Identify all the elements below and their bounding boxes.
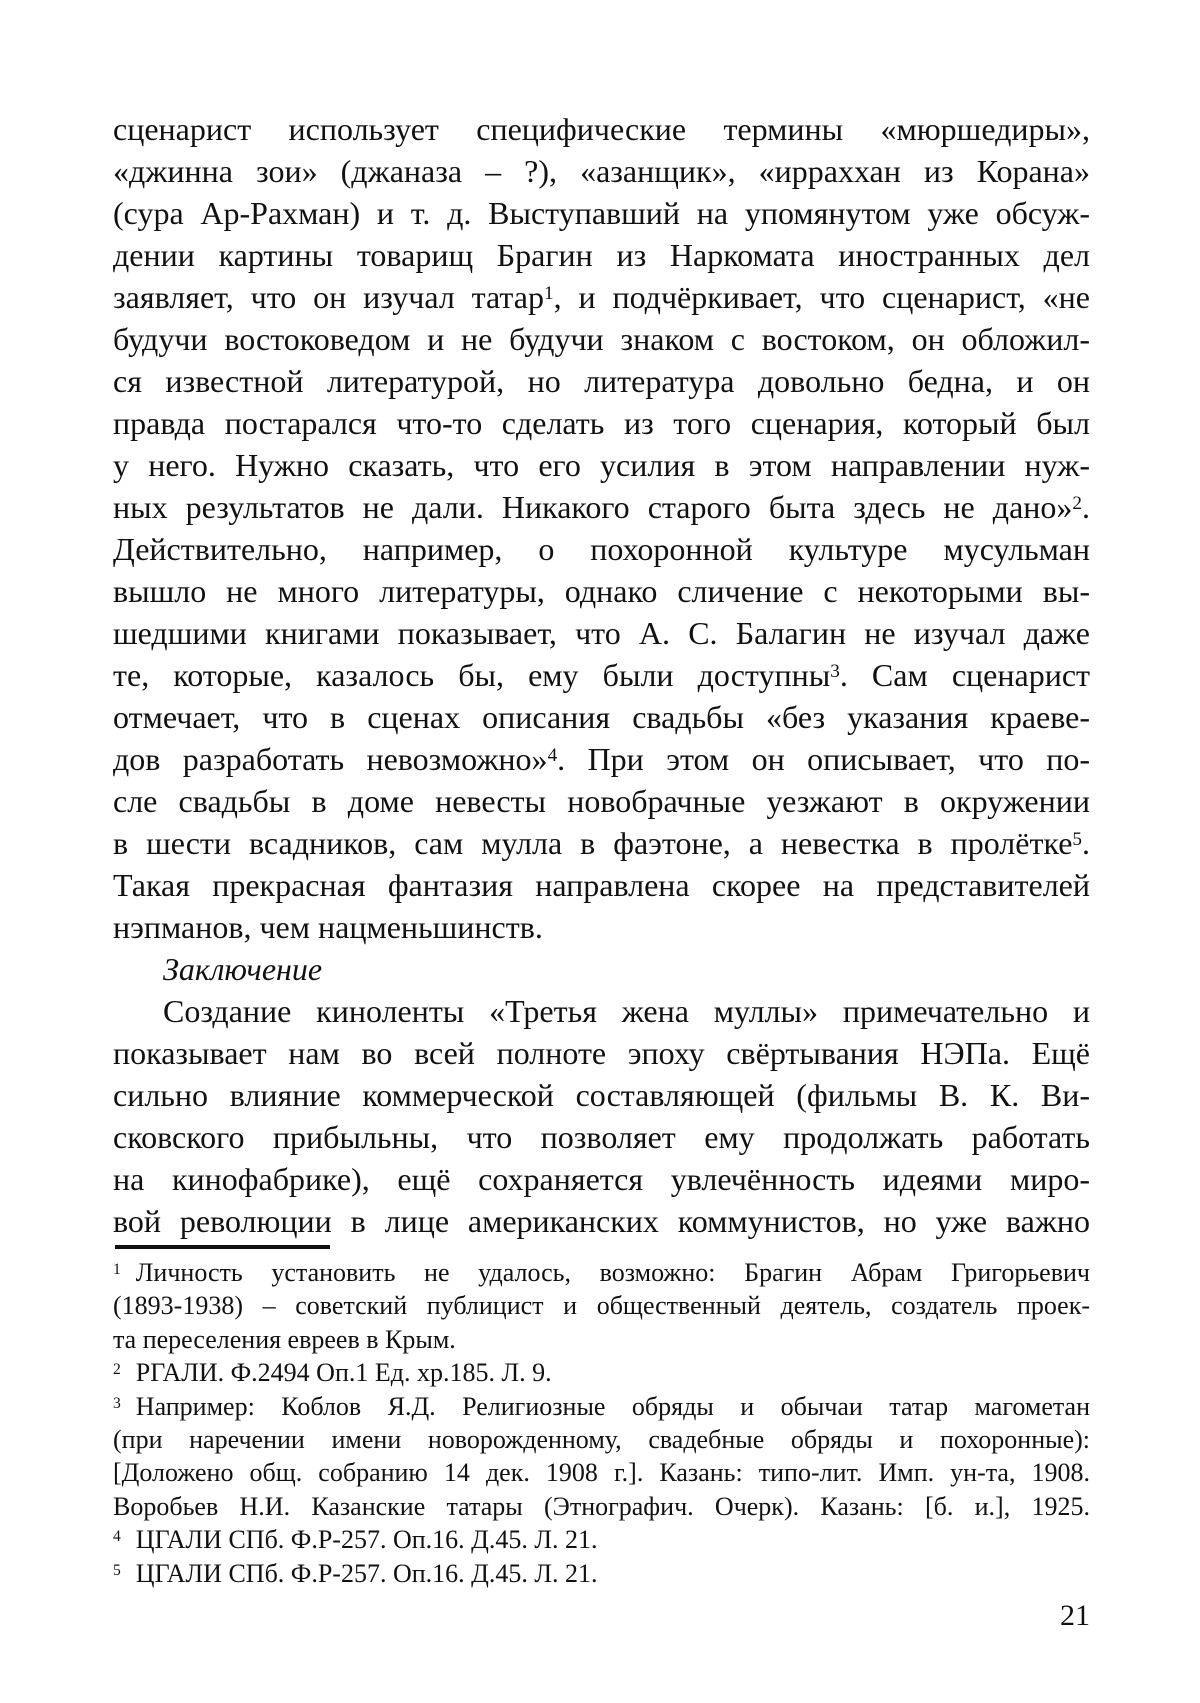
footnote-item — [113, 1256, 1090, 1356]
text-line: [Доложено общ. собранию 14 дек. 1908 г.]. Казань: типо-лит. Имп. ун-та, 1908. — [113, 1458, 1090, 1488]
text-line: $^5$ ЦГАЛИ СПб. Ф.Р-257. Оп.16. Д.45. Л. 21. — [113, 1558, 598, 1588]
text-line: те, которые, казалось бы, ему были доступны$^3$. Сам сценарист — [113, 657, 1091, 693]
paragraph — [113, 948, 1090, 990]
text-line: вышло не много литературы, однако сличение с некоторыми вы- — [113, 573, 1090, 609]
footnote-item — [113, 1390, 1090, 1524]
text-line: шедшими книгами показывает, что А. С. Балагин не изучал даже — [113, 615, 1090, 651]
text-line: дении картины товарищ Брагин из Наркомата иностранных дел — [113, 237, 1090, 273]
text-line: (1893-1938) – советский публицист и общественный деятель, создатель проек- — [113, 1291, 1090, 1321]
text-line: Заключение — [163, 951, 323, 987]
text-line: (сура Ар-Рахман) и т. д. Выступавший на упомянутом уже обсуж- — [113, 195, 1090, 231]
footnote-item — [113, 1356, 1090, 1389]
text-line: та переселения евреев в Крым. — [113, 1324, 456, 1354]
footnote-marker: 4 — [547, 745, 558, 767]
text-line: $^2$ РГАЛИ. Ф.2494 Оп.1 Ед. хр.185. Л. 9. — [113, 1358, 552, 1388]
text-line: показывает нам во всей полноте эпоху свёртывания НЭПа. Ещё — [113, 1035, 1090, 1071]
text-line: сценарист использует специфические термины «мюршедиры», — [113, 111, 1090, 147]
text-line: отмечает, что в сценах описания свадьбы «без указания краеве- — [113, 699, 1090, 735]
text-line: сковского прибыльны, что позволяет ему продолжать работать — [113, 1119, 1090, 1155]
text-line: $^3$ Например: Коблов Я.Д. Религиозные обряды и обычаи татар магометан — [113, 1391, 1090, 1421]
text-line: Воробьев Н.И. Казанские татары (Этнографич. Очерк). Казань: [б. и.], 1925. — [113, 1491, 1090, 1521]
footnote-marker: 5 — [1072, 829, 1082, 851]
text-line: сильно влияние коммерческой составляющей (фильмы В. К. Ви- — [113, 1077, 1090, 1113]
paragraph — [113, 990, 1090, 1242]
footnotes-list — [113, 1256, 1090, 1590]
page-number: 21 — [1060, 1599, 1090, 1633]
footnote-marker: 4 — [113, 1528, 121, 1546]
footnote-item — [113, 1523, 1090, 1556]
text-line: у него. Нужно сказать, что его усилия в этом направлении нуж- — [113, 447, 1090, 483]
text-line: «джинна зои» (джаназа – ?), «азанщик», «ирраххан из Корана» — [113, 153, 1090, 189]
text-line: сле свадьбы в доме невесты новобрачные уезжают в окружении — [113, 783, 1090, 819]
footnote-marker: 2 — [1072, 493, 1082, 515]
footnote-marker: 1 — [544, 283, 554, 305]
text-line: Создание киноленты «Третья жена муллы» примечательно и — [163, 993, 1090, 1029]
text-line: (при наречении имени новорожденному, свадебные обряды и похоронные): — [113, 1425, 1090, 1455]
text-line: Такая прекрасная фантазия направлена скорее на представителей — [113, 867, 1090, 903]
text-line: правда постарался что-то сделать из того сценария, который был — [113, 405, 1090, 441]
footnote-marker: 1 — [113, 1260, 121, 1278]
footnote-marker: 3 — [830, 661, 840, 683]
text-line: Действительно, например, о похоронной культуре мусульман — [113, 531, 1090, 567]
paragraph — [113, 108, 1090, 948]
footnote-marker: 5 — [113, 1561, 121, 1579]
footnote-marker: 2 — [113, 1361, 121, 1379]
footnote-marker: 3 — [113, 1394, 121, 1412]
text-line: в шести всадников, сам мулла в фаэтоне, а невестка в пролётке$^5$. — [113, 825, 1090, 861]
text-line: нэпманов, чем нацменьшинств. — [113, 909, 543, 945]
text-line: ных результатов не дали. Никакого старого быта здесь не дано»$^2$. — [113, 489, 1090, 525]
text-line: на кинофабрике), ещё сохраняется увлечённость идеями миро- — [113, 1161, 1090, 1197]
text-line: ся известной литературой, но литература довольно бедна, и он — [113, 363, 1090, 399]
text-line: дов разработать невозможно»$^4$. При этом он описывает, что по- — [113, 741, 1091, 777]
text-line: заявляет, что он изучал татар$^1$, и подчёркивает, что сценарист, «не — [113, 279, 1091, 315]
text-line: $^1$ Личность установить не удалось, возможно: Брагин Абрам Григорьевич — [113, 1258, 1090, 1287]
footnote-separator — [115, 1245, 330, 1249]
text-line: будучи востоковедом и не будучи знаком с востоком, он обложил- — [113, 321, 1090, 357]
body-text — [113, 108, 1090, 1242]
text-line: $^4$ ЦГАЛИ СПб. Ф.Р-257. Оп.16. Д.45. Л. 21. — [113, 1525, 598, 1555]
text-line: вой революции в лице американских коммунистов, но уже важно — [113, 1203, 1090, 1239]
footnote-item — [113, 1557, 1090, 1590]
